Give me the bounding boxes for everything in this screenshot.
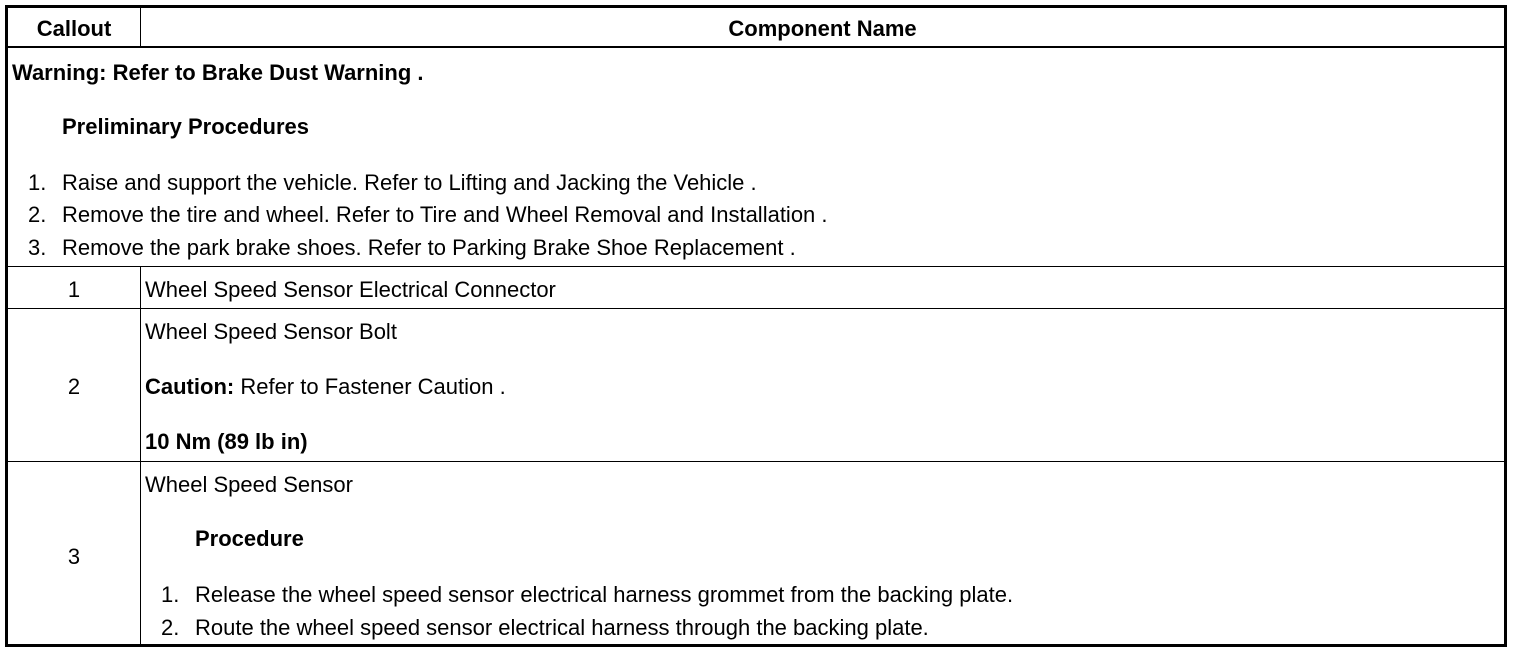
preliminary-step-num: 1. bbox=[28, 170, 47, 195]
component-name-1: Wheel Speed Sensor Electrical Connector bbox=[145, 277, 556, 302]
preliminary-heading: Preliminary Procedures bbox=[62, 114, 310, 139]
caution-label: Caution: bbox=[145, 374, 235, 399]
preliminary-step-text: Remove the park brake shoes. Refer to Parking Brake Shoe Replacement . bbox=[62, 235, 796, 260]
callout-3: 3 bbox=[67, 544, 81, 569]
procedure-step-text: Release the wheel speed sensor electrical harness grommet from the backing plate. bbox=[195, 582, 1014, 607]
preliminary-step-num: 2. bbox=[28, 202, 47, 227]
procedure-step-num: 2. bbox=[161, 615, 180, 640]
preliminary-step-text: Raise and support the vehicle. Refer to Lifting and Jacking the Vehicle . bbox=[62, 170, 757, 195]
row-1-bottom-rule bbox=[8, 308, 1504, 309]
warning-label: Warning: bbox=[12, 60, 107, 85]
warning-text: Refer to Brake Dust Warning . bbox=[112, 60, 424, 85]
caution-text: Refer to Fastener Caution . bbox=[240, 374, 506, 399]
component-table bbox=[5, 5, 1507, 647]
callout-2: 2 bbox=[67, 374, 81, 399]
header-component-name: Component Name bbox=[728, 16, 917, 41]
row-2-bottom-rule bbox=[8, 461, 1504, 462]
header-bottom-rule bbox=[8, 46, 1504, 48]
procedure-heading: Procedure bbox=[195, 526, 304, 551]
torque-spec: 10 Nm (89 lb in) bbox=[145, 429, 308, 454]
header-callout: Callout bbox=[36, 16, 112, 41]
preliminary-step-text: Remove the tire and wheel. Refer to Tire and Wheel Removal and Installation . bbox=[62, 202, 828, 227]
caution-line bbox=[145, 374, 506, 400]
component-name-2: Wheel Speed Sensor Bolt bbox=[145, 319, 397, 344]
row-divider bbox=[140, 266, 141, 644]
callout-1: 1 bbox=[67, 277, 81, 302]
preliminary-step-num: 3. bbox=[28, 235, 47, 260]
preamble-bottom-rule bbox=[8, 266, 1504, 267]
warning-line bbox=[12, 60, 424, 86]
header-divider bbox=[140, 8, 141, 46]
component-name-3: Wheel Speed Sensor bbox=[145, 472, 353, 497]
procedure-step-text: Route the wheel speed sensor electrical harness through the backing plate. bbox=[195, 615, 929, 640]
procedure-step-num: 1. bbox=[161, 582, 180, 607]
